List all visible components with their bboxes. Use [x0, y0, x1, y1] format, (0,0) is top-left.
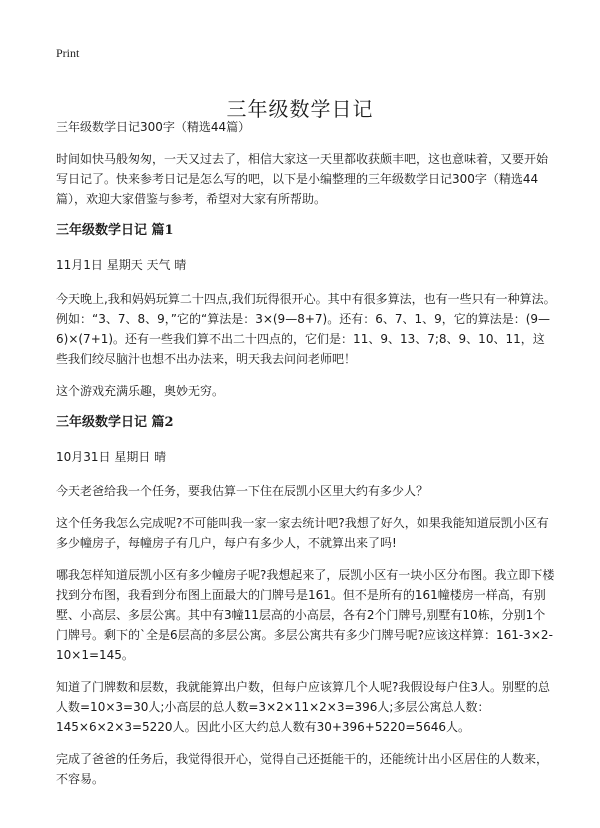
section-1-paragraph-2: 这个游戏充满乐趣，奥妙无穷。 — [56, 384, 225, 398]
section-heading-1: 三年级数学日记 篇1 — [56, 223, 174, 238]
print-link[interactable]: Print — [56, 46, 80, 60]
article-subtitle: 三年级数学日记300字（精选44篇） — [56, 120, 251, 134]
section-2-paragraph-3: 哪我怎样知道辰凯小区有多少幢房子呢?我想起来了，辰凯小区有一块小区分布图。我立即下楼找到分布图，我看到分布图上面最大的门牌号是161。但不是所有的161幢楼房一样高，有别墅、小高层、多层公寓。其中有3幢11层高的小高层，各有2个门牌号,别墅有10栋，分别1个门牌号。剩下的`全是6层高的多层公寓。多层公寓共有多少门牌号呢?应该这样算：161-3×2-10×1=145。 — [56, 568, 555, 662]
section-date-2: 10月31日 星期日 晴 — [56, 450, 167, 464]
section-2-paragraph-1: 今天老爸给我一个任务，要我估算一下住在辰凯小区里大约有多少人？ — [56, 484, 429, 498]
section-heading-2: 三年级数学日记 篇2 — [56, 415, 174, 430]
article-body — [56, 117, 556, 801]
page-title: 三年级数学日记 — [226, 97, 374, 122]
section-1-paragraph-1: 今天晚上,我和妈妈玩算二十四点,我们玩得很开心。其中有很多算法，也有一些只有一种算法。例如：“3、7、8、9，”它的“算法是：3×(9—8+7)。还有：6、7、1、9，它的算法是：(9—6)×(7+1)。还有一些我们算不出二十四点的，它们是：11、9、13、7;8、9、10、11，这些我们绞尽脑汁也想不出办法来，明天我去问问老师吧！ — [56, 292, 556, 366]
section-date-1: 11月1日 星期天 天气 晴 — [56, 258, 187, 272]
section-2-paragraph-4: 知道了门牌数和层数，我就能算出户数，但每户应该算几个人呢?我假设每户住3人。别墅的总人数=10×3=30人;小高层的总人数=3×2×11×2×3=396人;多层公寓总人数：145×6×2×3=5220人。因此小区大约总人数有30+396+5220=5646人。 — [56, 680, 551, 734]
section-2-paragraph-5: 完成了爸爸的任务后，我觉得很开心，觉得自己还挺能干的，还能统计出小区居住的人数来，不容易。 — [56, 752, 549, 786]
section-2-paragraph-2: 这个任务我怎么完成呢?不可能叫我一家一家去统计吧?我想了好久，如果我能知道辰凯小区有多少幢房子，每幢房子有几户，每户有多少人，不就算出来了吗! — [56, 516, 549, 550]
intro-paragraph: 时间如快马般匆匆，一天又过去了，相信大家这一天里都收获颇丰吧，这也意味着，又要开始写日记了。快来参考日记是怎么写的吧，以下是小编整理的三年级数学日记300字（精选44篇），欢迎大家借鉴与参考，希望对大家有所帮助。 — [56, 152, 549, 206]
